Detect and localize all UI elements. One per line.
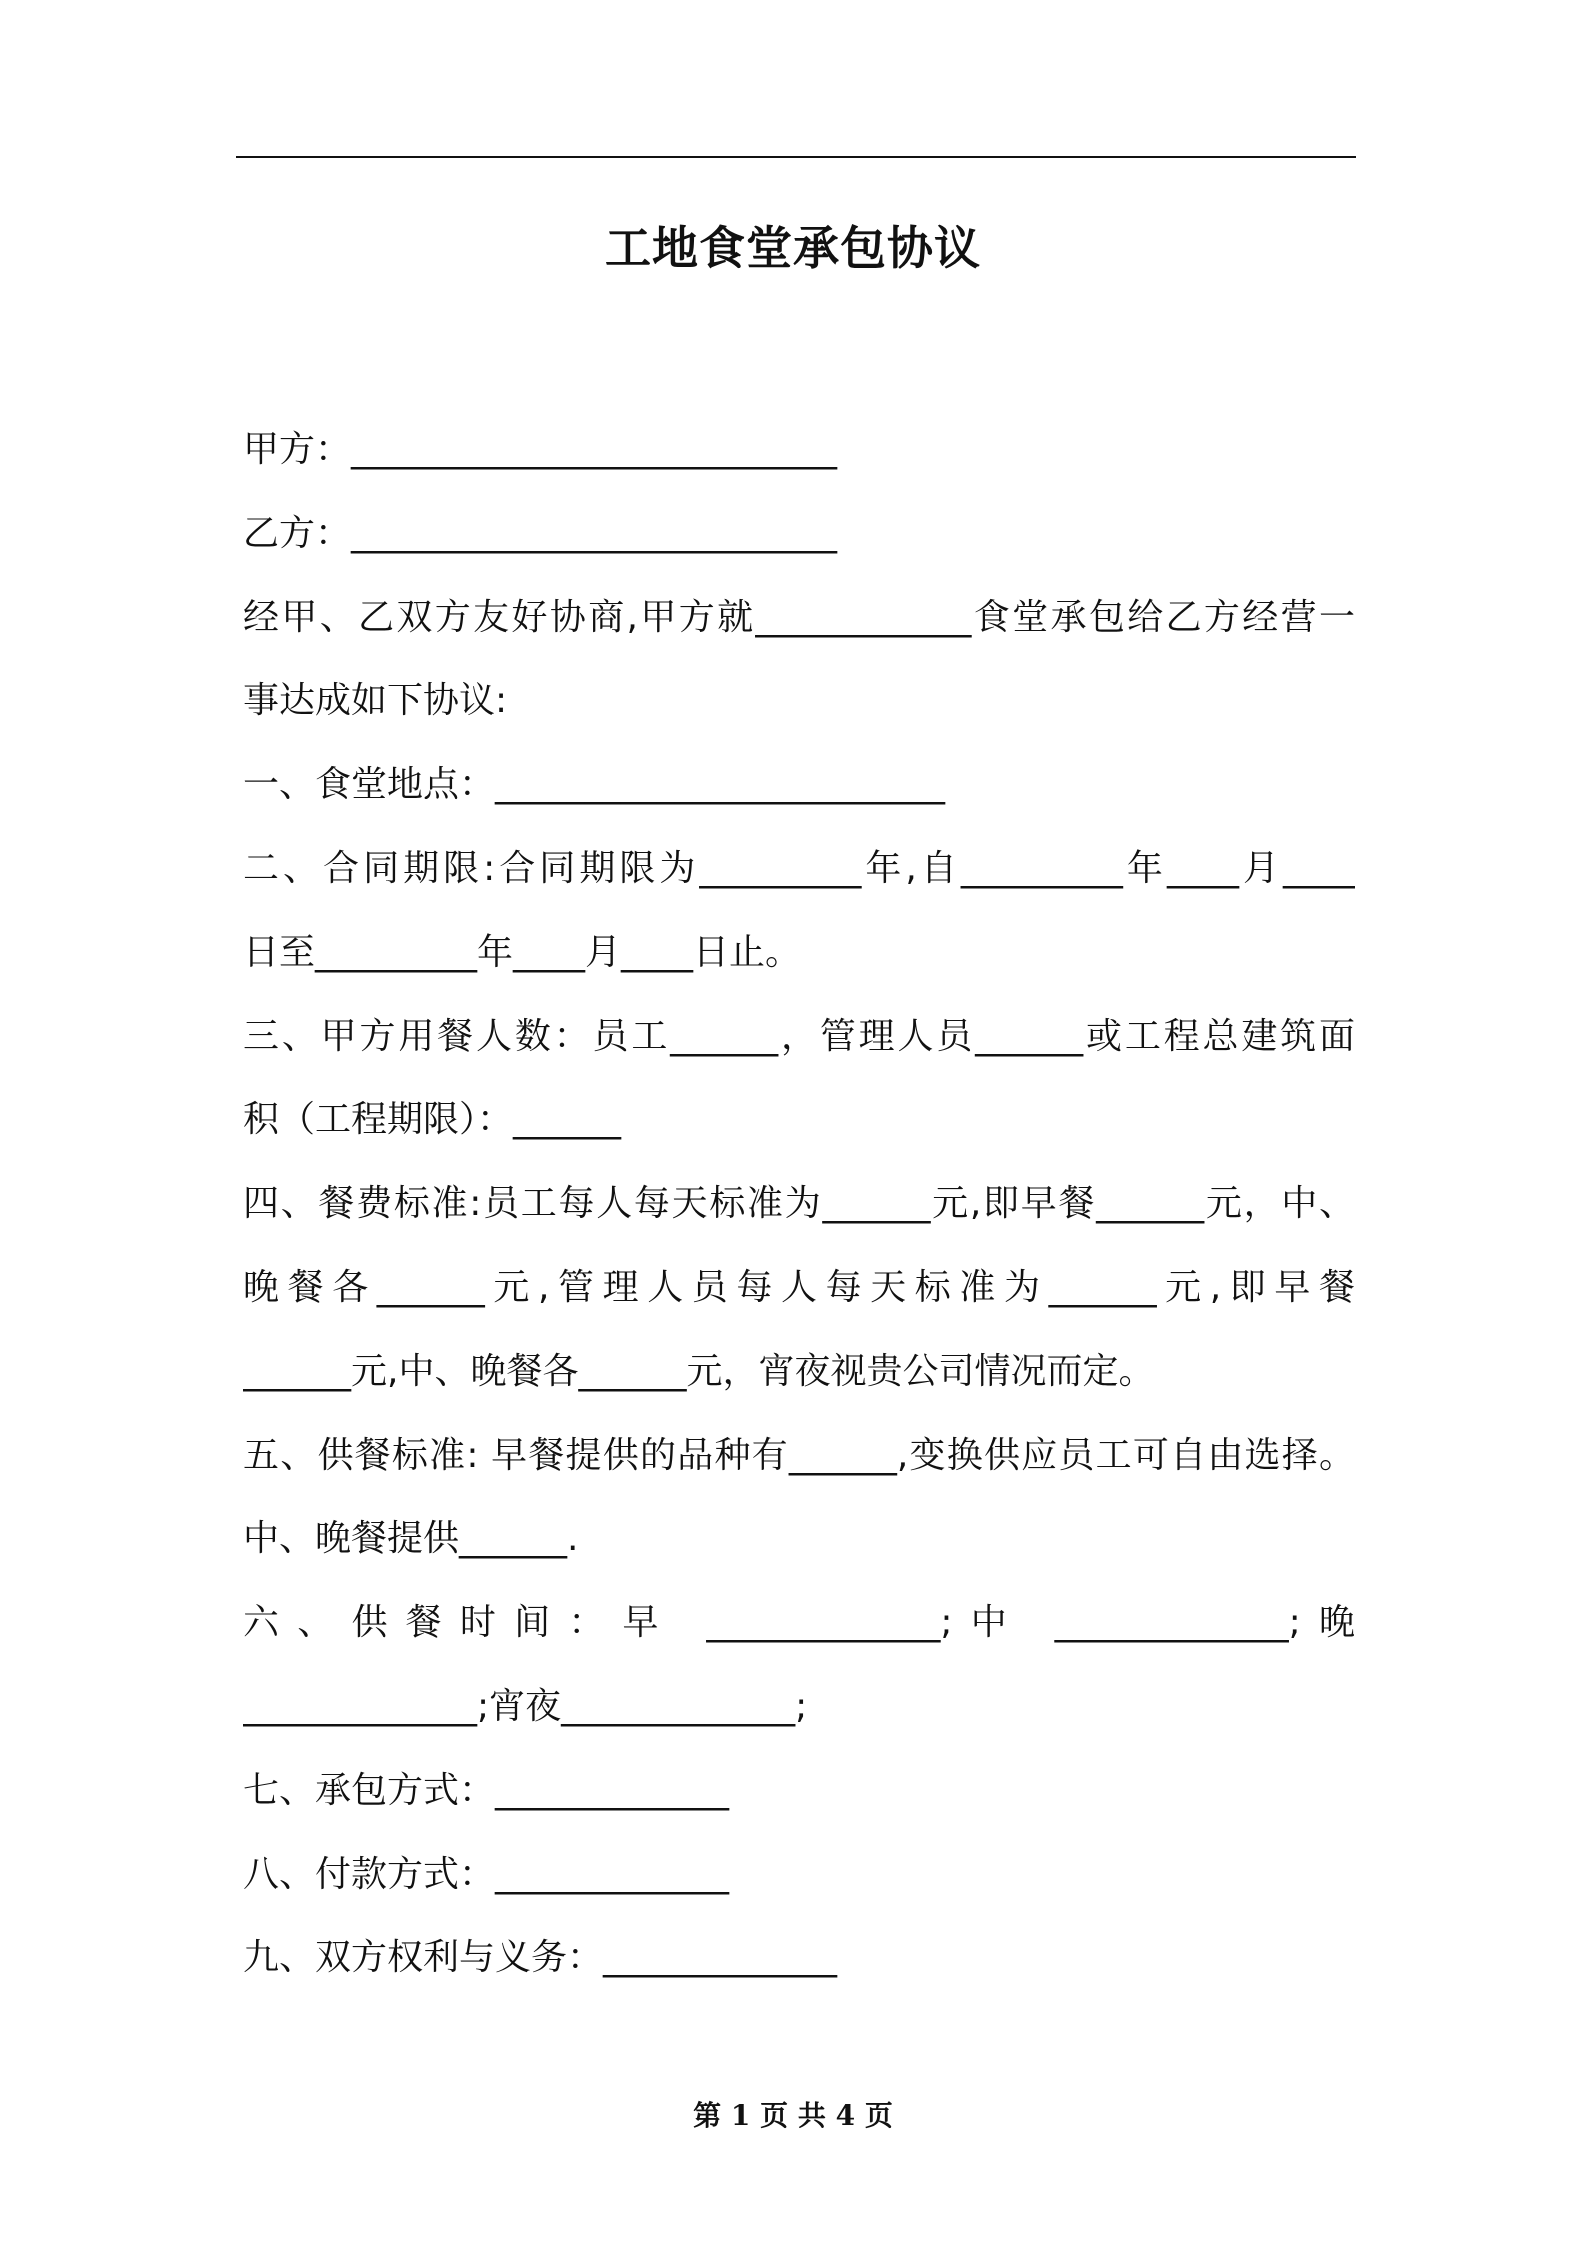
- clause-2-term-line-2: 日至_________年____月____日止。: [243, 931, 802, 973]
- header-rule: [236, 156, 1356, 158]
- clause-9-rights: 九、双方权利与义务：_____________: [243, 1937, 838, 1979]
- clause-4-fees-line-3: ______元,中、晚餐各______元，宵夜视贵公司情况而定。: [243, 1350, 1155, 1392]
- clause-2-term-line-1: 二、合同期限:合同期限为_________年,自_________年____月____: [243, 847, 1355, 889]
- clause-7-method: 七、承包方式：_____________: [243, 1769, 730, 1811]
- clause-8-payment: 八、付款方式：_____________: [243, 1853, 730, 1895]
- clause-4-fees-line-2: 晚餐各______元,管理人员每人每天标准为______元,即早餐: [243, 1266, 1355, 1308]
- party-b-line: 乙方：___________________________: [243, 512, 838, 554]
- document-title: 工地食堂承包协议: [605, 221, 981, 275]
- clause-1-location: 一、食堂地点：_________________________: [243, 764, 946, 806]
- page-number-footer: 第 1 页 共 4 页: [693, 2099, 893, 2132]
- clause-5-standard-line-2: 中、晚餐提供______.: [243, 1518, 579, 1560]
- clause-6-times-line-2: _____________;宵夜_____________;: [243, 1685, 808, 1727]
- clause-6-times-line-1: 六、供餐时间：早 _____________;中 _____________;晚: [243, 1602, 1355, 1644]
- clause-3-headcount-line-2: 积（工程期限）：______: [243, 1099, 622, 1141]
- party-a-line: 甲方：___________________________: [243, 429, 838, 470]
- clause-4-fees-line-1: 四、餐费标准:员工每人每天标准为______元,即早餐______元，中、: [243, 1183, 1355, 1225]
- clause-3-headcount-line-1: 三、甲方用餐人数：员工______，管理人员______或工程总建筑面: [243, 1015, 1355, 1057]
- preamble-line-1: 经甲、乙双方友好协商,甲方就____________食堂承包给乙方经营一: [243, 596, 1355, 638]
- clause-5-standard-line-1: 五、供餐标准: 早餐提供的品种有______,变换供应员工可自由选择。: [243, 1434, 1355, 1476]
- preamble-line-2: 事达成如下协议:: [243, 680, 508, 722]
- document-body: [243, 408, 1355, 2000]
